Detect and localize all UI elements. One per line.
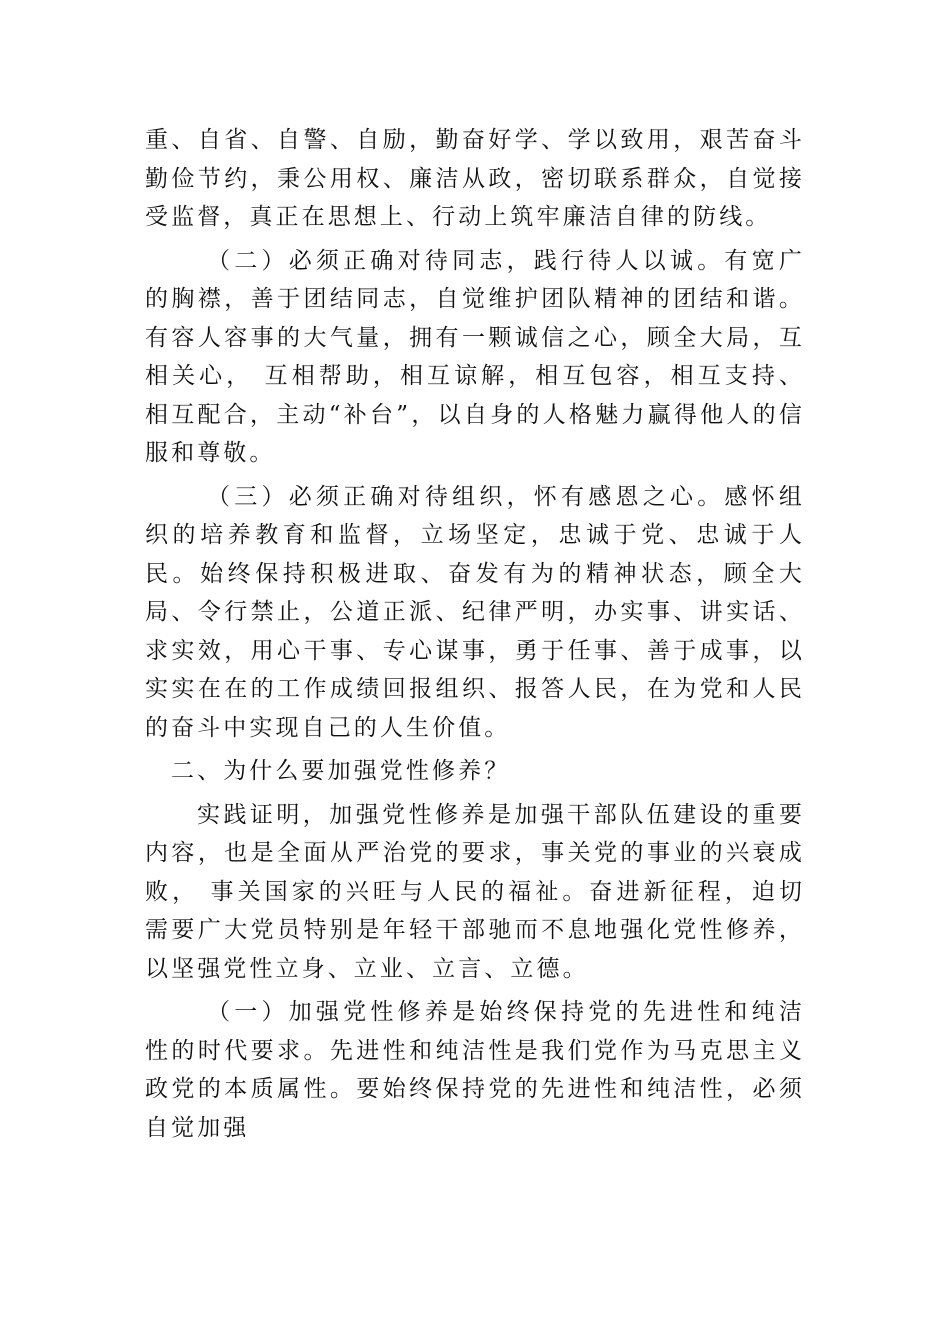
paragraph-practice-proves: 实践证明，加强党性修养是加强干部队伍建设的重要内容，也是全面从严治党的要求，事关党的事业的兴衰成败， 事关国家的兴旺与人民的福祉。奋进新征程，迫切需要广大党员特别是年轻干部驰而不息地强化党性修养，以坚强党性立身、立业、立言、立德。 [145, 801, 805, 982]
paragraph-section-three: （三）必须正确对待组织，怀有感恩之心。感怀组织的培养教育和监督，立场坚定，忠诚于党、忠诚于人民。始终保持积极进取、奋发有为的精神状态，顾全大局、令行禁止，公道正派、纪律严明，办实事、讲实话、求实效，用心干事、专心谋事，勇于任事、善于成事，以实实在在的工作成绩回报组织、报答人民，在为党和人民的奋斗中实现自己的人生价值。 [145, 483, 805, 741]
paragraph-section-two: （二）必须正确对待同志，践行待人以诚。有宽广的胸襟，善于团结同志，自觉维护团队精神的团结和谐。有容人容事的大气量，拥有一颗诚信之心，顾全大局，互相关心， 互相帮助，相互谅解，相互包容，相互支持、相互配合，主动“补台”，以自身的人格魅力赢得他人的信服和尊敬。 [145, 247, 805, 466]
document-body [145, 121, 805, 1147]
paragraph-continuation: 重、自省、自警、自励，勤奋好学、学以致用，艰苦奋斗勤俭节约，秉公用权、廉洁从政，密切联系群众，自觉接受监督，真正在思想上、行动上筑牢廉洁自律的防线。 [145, 127, 805, 230]
section-heading: 二、为什么要加强党性修养？ [171, 758, 511, 784]
paragraph-subsection-one: （一）加强党性修养是始终保持党的先进性和纯洁性的时代要求。先进性和纯洁性是我们党作为马克思主义政党的本质属性。要始终保持党的先进性和纯洁性，必须自觉加强 [145, 999, 805, 1141]
